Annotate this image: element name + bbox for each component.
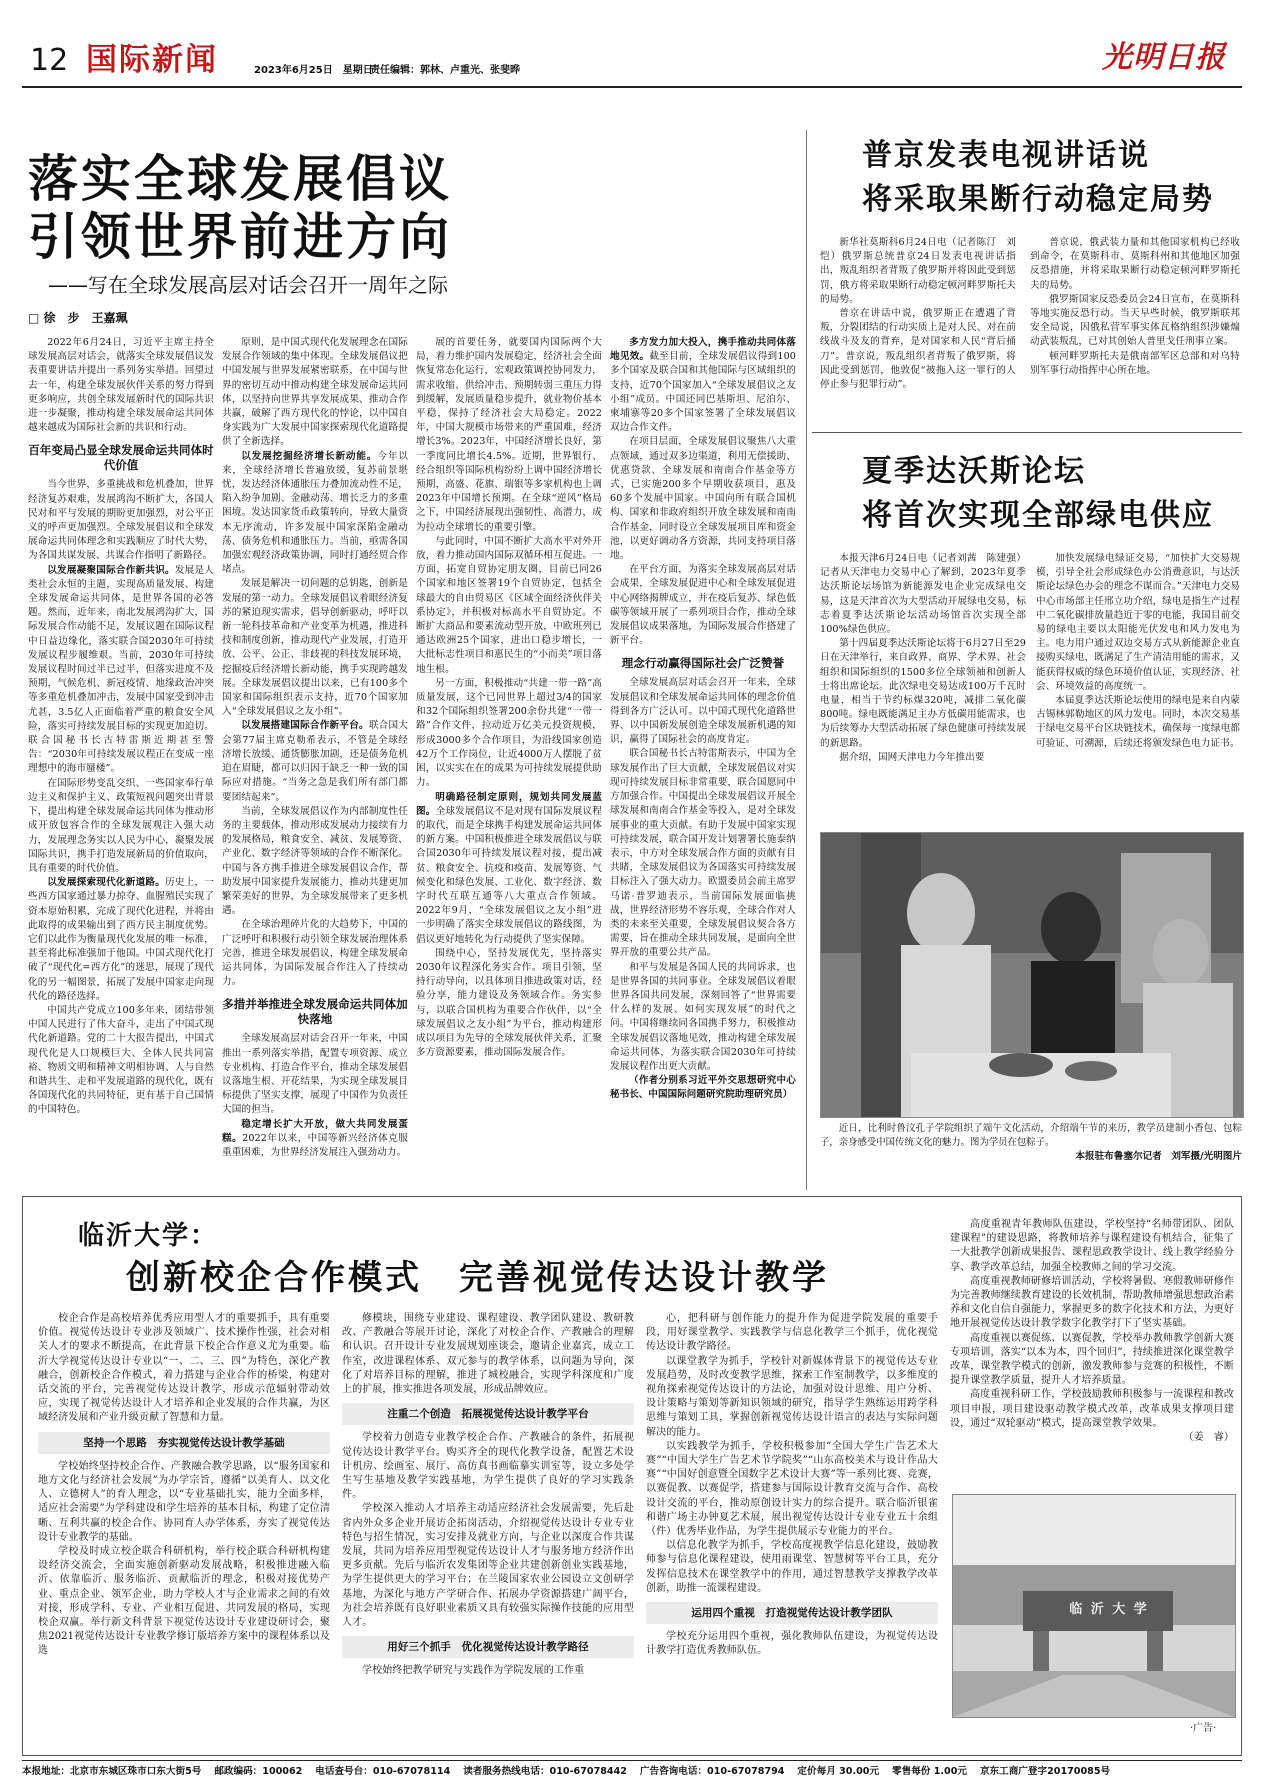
- paragraph: 学校深入推动人才培养主动适应经济社会发展需要，先后赴省内外众多企业开展访企拓岗活动，介绍视觉传达设计专业专业特色与招生情况，实习安排及就业方向，与企业以深度合作共谋发展，共同为培养应用型视觉传达设计人才与服务地方经济作出更多贡献。先后与临沂农发集团等企业共建创新创业实践基地，为学生提供更大的学习平台；在兰陵国家农业公园设立文创研学基地，为深化与地方产学研合作、拓展办学资源搭建广阔平台，为社会培养既有良好职业素质又具有较强实际操作技能的应用型人才。: [342, 1503, 634, 1629]
- paragraph: 普京说，俄武装力量和其他国家机构已经收到命令，在莫斯科市、莫斯科州和其他地区加强反恐措施，并将采取果断行动稳定顿河畔罗斯托夫的局势。: [1030, 237, 1240, 291]
- putin-column-2: [1030, 236, 1240, 416]
- paragraph: 学校始终把教学研究与实践作为学院发展的工作重: [362, 1665, 585, 1677]
- paragraph: 校企合作是高校培养优秀应用型人才的重要抓手，具有重要价值。视觉传达设计专业涉及领域广、技术操作性强，社会对相关人才的要求不断提高，在此背景下校企合作意义尤为重要。临沂大学视觉传达设计专业以“一、二、三、四”为特色，深化产教融合，创新校企合作模式，着力搭建与企业合作的桥梁，构建对话交流的平台，完善视觉传达设计教学，形成示范辐射带动效应，实现了视觉传达设计人才培养和企业发展的合作共赢，为区域经济发展和产业升级贡献了智慧和力量。: [38, 1313, 330, 1424]
- paragraph: 以实践教学为抓手，学校积极参加“全国大学生广告艺术大赛”“中国大学生广告艺术节学院奖”“山东高校美术与设计作品大赛”“中国好创意暨全国数字艺术设计大赛”等一系列比赛、竞赛，以赛促教、以赛促学，搭建参与国际设计教育交流与合作、高校设计交流的平台，推动原创设计实力的综合提升。联合临沂银雀和谐广场主办钟夏艺术展，展出视觉传达设计专业专业五十余组（件）优秀毕业作品，为学生提供展示专业能力的平台。: [646, 1440, 938, 1538]
- lead-phrase: 稳定增长扩大开放，做大共同发展蛋糕。: [222, 1118, 408, 1144]
- ad-tag: ·广告·: [1190, 1723, 1217, 1734]
- page-number: 12: [30, 43, 69, 78]
- putin-headline-line1: 普京发表电视讲话说: [862, 138, 1150, 173]
- paragraph: 顿河畔罗斯托夫是俄南部军区总部和对乌特别军事行动指挥中心所在地。: [1030, 350, 1240, 376]
- footer-rule: [22, 1760, 1242, 1761]
- subheading: 理念行动赢得国际社会广泛赞誉: [621, 656, 785, 671]
- footer-price-month: 定价每月 30.00元: [797, 1766, 880, 1777]
- lead-column-4: [610, 336, 796, 1188]
- paragraph: 全球发展高层对话会召开一年来，全球发展倡议和全球发展命运共同体的理念价值得到各方广泛认可。以中国式现代化道路世界、以中国新发展创造全球发展新机遇的知识，赢得了国际社会的高度肯定。: [610, 677, 796, 746]
- paragraph-text: 历史上，一些西方国家通过暴力掠夺、血腥殖民实现了资本原始积累，完成了现代化进程，并将由此取得的成果输出到了西方民主制度优势。它们以此作为衡量现代化发展的唯一标准，甚至将此标准强加于他国。中国式现代化打破了“现代化=西方化”的迷思，展现了现代化的另一幅图景，拓展了发展中国家走向现代化的路径选择。: [28, 877, 214, 1002]
- ad-subheading: 坚持一个思路 夯实视觉传达设计教学基础: [38, 1432, 330, 1454]
- paragraph: 学校及时成立校企联合科研机构，举行校企联合科研机构建设经济交流会，全面实施创新驱动发展战略，积极推进融入临沂、依靠临沂、服务临沂、贡献临沂的理念，积极对接优势产业、重点企业、领军企业，助力学校人才与企业需求之间的有效对接，形成学科、专业、产业相互促进、共同发展的格局，实现校企双赢。举行新文科背景下视觉传达设计专业建设研讨会，聚焦2021视觉传达设计专业教学修订版培养方案中的课程体系以及选: [38, 1546, 330, 1657]
- footer-address: 本报地址：北京市东城区珠市口东大街5号: [22, 1766, 202, 1777]
- paragraph: 展的首要任务，就要国内国际两个大局，着力维护国内发展稳定，经济社会全面恢复常态化运行，宏观政策调控协同发力，需求收缩、供给冲击、预期转弱三重压力得到缓解，发展质量稳步提升，就业物价基本平稳，保持了经济社会大局稳定。2022年，中国大规模市场带来的严重国难，经济增长3%。2023年，中国经济增长良好，第一季度同比增长4.5%。近期，世界银行、经合组织等国际机构纷纷上调中国经济增长预期，高盛、花旗、瑞银等多家机构也上调2023年中国增长预期。在全球“逆风”格局之下，中国经济展现出强韧性、高潜力，成为拉动全球增长的重要引擎。: [416, 337, 602, 533]
- ad-column-2: [342, 1312, 634, 1742]
- paragraph-text: 联合国大会第77届主席克勒希表示，不管是全球经济增长放缓、通货膨胀加剧，还是债务危机迫在眉睫，都可以归因于缺乏一种一致的国际应对措施。“当务之急是我们所有部门都要团结起来”。: [222, 720, 408, 803]
- paragraph: 修模块，围绕专业建设、课程建设、教学团队建设、教研教改、产教融合等展开讨论，深化了对校企合作、产教融合的理解和认识。召开设计专业发展规划座谈会，邀请企业嘉宾，成立工作室，改进课程体系、双元参与的教学体系，以问题为导向，深化了对培养目标的理解，推进了城校融合，实现学科深度和广度上的扩展，推实推进各项发展，形成品牌效应。: [342, 1313, 634, 1396]
- putin-column-1: [820, 236, 1016, 416]
- paragraph: [610, 336, 796, 435]
- section-title: 国际新闻: [86, 42, 218, 78]
- gate-sign: 临 沂 大 学: [1069, 1602, 1149, 1617]
- footer: [22, 1764, 1242, 1784]
- lead-phrase: 明确路径制定原则，规划共同发展蓝图。: [416, 791, 602, 817]
- paragraph: [222, 719, 408, 804]
- caption-text: 近日，比利时鲁汶孔子学院组织了端午文化活动，介绍端午节的来历，教学员建制小香包、包粽子，亲身感受中国传统文化的魅力。图为学员在包粽子。: [820, 1123, 1242, 1148]
- lead-column-2: [222, 336, 408, 1188]
- paragraph: 普京在讲话中说，俄罗斯正在遭遇了背叛，分裂团结的行动实质上是对人民、对在前线战斗及友的背弃，是对国家和人民“背后捅刀”。普京说，叛乱组织者背叛了俄罗斯，将因此受到惩罚，他敦促“被拖入这一罪行的人停止参与犯罪行动”。: [820, 308, 1016, 391]
- footer-phone: 电话查号台：010-67078114: [315, 1766, 451, 1777]
- paragraph: 高度重视以赛促练、以赛促教，学校举办教师教学创新大赛专项培训，落实“以本为本，四个回归”，持续推进深化课堂教学改革，课堂教学模式的创新，激发教师参与竞赛的积极性，不断提升课堂教学质量，提升人才培养质量。: [950, 1332, 1234, 1387]
- lead-phrase: 以发展搭建国际合作新平台。: [241, 720, 369, 732]
- masthead: [22, 40, 1242, 84]
- paragraph: [416, 791, 602, 947]
- paragraph-text: 发展是人类社会永恒的主题，实现高质量发展、构建全球发展命运共同体，是世界各国的必答题。然而，近年来，南北发展鸿沟扩大，国际发展合作动能不足，发展议题在国际议程中日益边缘化，落实联合国2030年可持续发展议程步履维艰。当前，2030年可持续发展议程时间过半已过半，但落实进度不及预期，气候危机、新冠疫情、地缘政治冲突等多重危机叠加冲击，发展中国家受到冲击尤甚，3.5亿人正面临着严重的粮食安全风险，落实可持续发展目标的实现更加迫切。联合国秘书长古特雷斯近期甚至警告：“2030年可持续发展议程正在变成一座理想中的海市蜃楼”。: [28, 564, 214, 775]
- paragraph: 高度重视科研工作，学校鼓励教师积极参与一流课程和教改项目申报，项目建设驱动教学模式改革，改革成果支撑项目建设，通过“双轮驱动”模式，提高课堂教学效果。: [950, 1389, 1234, 1429]
- paragraph: 以课堂教学为抓手，学校针对新媒体背景下的视觉传达专业发展趋势，及时改变教学思维，探索工作室制教学，以多维度的视角探索视觉传达设计的方法论，加强对设计思维、用户分析、设计策略与策划等新知识领域的研究，指导学生熟练运用跨学科思维与策划工具，掌握创新视觉传达设计语言的表达与实际问题解决的能力。: [646, 1355, 938, 1438]
- paragraph: 联合国秘书长古特雷斯表示，中国为全球发展作出了巨大贡献，全球发展倡议对实现可持续发展目标非常重要，联合国愿同中方加强合作。中国提出全球发展倡议开展全球发展和南南合作基金等投入，是对全球发展事业的重大贡献。有助于发展中国家实现可持续发展，联合国开发计划署署长施泰纳表示，中方对全球发展合作方面的贡献有目共睹，全球发展倡议为各国落实可持续发展目标注入了强大动力。欧盟委员会前主席罗马诺·普罗迪表示，当前国际发展面临挑战，世界经济形势不容乐观，全球合作对人类的未来至关重要，全球发展倡议契合各方需要，旨在推动全球共同发展，是面向全世界开放的重要公共产品。: [610, 748, 796, 959]
- paragraph: 和平与发展是各国人民的共同诉求，也是世界各国的共同事业。全球发展倡议着眼世界各国共同发展，深刻回答了“世界需要什么样的发展、如何实现发展”的时代之问。中国将继续同各国携手努力，积极推动全球发展倡议落地见效，推动构建全球发展命运共同体，为落实联合国2030年可持续发展议程作出更大贡献。: [610, 961, 796, 1072]
- paragraph: 高度重视青年教师队伍建设，学校坚持“名师带团队、团队建课程”的建设思路，将教师培养与课程建设有机结合，征集了一大批教学创新成果报告、课程思政教学设计、线上教学经验分享、教学改革总结，加强全校教师之间的学习交流。: [950, 1219, 1234, 1273]
- footer-ad-phone: 广告咨询电话：010-67078794: [639, 1766, 785, 1777]
- ad-author: （姜 睿）: [1183, 1432, 1234, 1444]
- paragraph-text: 今年以来，全球经济增长普遍放缓，复苏前景堪忧，发达经济体通胀压力叠加流动性不足，陷入纷争加剧、金融动荡、增长乏力的多重困境。发达国家货币政策转向，导致大量资本无序流动，许多发展中国家深陷金融动荡、债务危机和通胀压力。当前，亟需各国加强宏观经济政策协调，同时打通经贸合作堵点。: [222, 450, 408, 576]
- paragraph: 以信息化教学为抓手，学校高度视教学信息化建设，鼓励教师参与信息化课程建设，使用雨课堂、智慧树等平台工具，充分发挥信息技术在课堂教学中的作用，通过智慧教学支撑教学改革创新，助推一流课程建设。: [646, 1540, 938, 1594]
- paper-logo: 光明日报: [1102, 40, 1226, 75]
- footer-price-each: 零售每份 1.00元: [892, 1766, 967, 1777]
- ad-headline: 创新校企合作模式 完善视觉传达设计教学: [126, 1258, 829, 1298]
- photo-credit: 本报驻布鲁塞尔记者 刘军摄/光明图片: [1075, 1151, 1242, 1162]
- paragraph: 在项目层面，全球发展倡议聚焦八大重点领域，通过双多边渠道，利用无偿援助、优惠贷款、全球发展和南南合作基金等方式，已实施200多个早期收获项目，惠及60多个发展中国家。中国向所有联合国机构、国家和非政府组织开放全球发展和南南合作基金，同时设立全球发展项目库和资金池，以更好调动各方资源，共同支持项目落地。: [610, 436, 796, 562]
- paragraph: [28, 564, 214, 777]
- paragraph: [222, 1118, 408, 1161]
- ad-subheading: 注重二个创造 拓展视觉传达设计教学平台: [342, 1403, 634, 1425]
- lead-subtitle: ——写在全球发展高层对话会召开一周年之际: [48, 273, 448, 297]
- davos-column-1: [820, 552, 1026, 824]
- column-divider: [806, 130, 807, 1190]
- paragraph: [222, 450, 408, 578]
- photo-caption: [820, 1122, 1242, 1164]
- section-divider: [812, 432, 1242, 433]
- paragraph-text: 全球发展倡议不是对现有国际发展议程的取代，而是全球携手构建发展命运共同体的新方案。中国积极推进全球发展倡议与联合国2030年可持续发展议程对接，提出减贫、粮食安全、抗疫和疫苗、发展筹资、气候变化和绿色发展、工业化、数字经济、数字时代互联互通等八大重点合作领域。2022年9月，“全球发展倡议之友小组”进一步明确了落实全球发展倡议的路线图，为倡议更好地转化为行动提供了坚实保障。: [416, 805, 602, 945]
- university-gate-photo: [952, 1494, 1236, 1718]
- ad-column-3: [646, 1312, 938, 1742]
- paragraph: 当今世界，多重挑战和危机叠加，世界经济复苏艰难，发展鸿沟不断扩大，各国人民对和平与发展的期盼更加强烈，对公平正义的呼声更加强烈。全球发展倡议和全球发展命运共同体理念和实践顺应了时代大势，为各国共谋发展、共谋合作指明了新路径。: [28, 479, 214, 562]
- paragraph: 在全球治理碎片化的大趋势下，中国的广泛呼吁和积极行动引领全球发展治理体系完善，推进全球发展倡议，构建全球发展命运共同体，为国际发展合作注入了持续动力。: [222, 919, 408, 988]
- lead-phrase: 多方发力加大投入，携手推动共同体落地见效。: [610, 337, 796, 363]
- editors: 责任编辑：郭林、卢重光、张斐晔: [370, 65, 520, 76]
- paragraph: 新华社莫斯科6月24日电（记者陈汀 刘恺）俄罗斯总统普京24日发表电视讲话指出，叛乱组织者背叛了俄罗斯并将因此受到惩罚，俄方将采取果断行动稳定顿河畔罗斯托夫的局势。: [820, 237, 1016, 305]
- paragraph: [28, 876, 214, 1004]
- paragraph: 本报天津6月24日电（记者刘茜 陈建强）记者从天津电力交易中心了解到，2023年夏季达沃斯论坛场馆为新能源发电企业完成绿电交易，这是天津首次为大型活动开展绿电交易，标志着夏季达沃斯论坛活动场馆首次实现全部100%绿色供应。: [820, 553, 1026, 636]
- subheading: 百年变局凸显全球发展命运共同体时代价值: [28, 443, 214, 473]
- author-note: （作者分别系习近平外交思想研究中心秘书长、中国国际问题研究院助理研究员）: [610, 1075, 796, 1101]
- paragraph: 当前，全球发展倡议作为内部制度性任务的主要载体，推动形成发展动力接续有力的发展格局，粮食安全、减贫、发展筹资、产业化、数字经济等领域的合作不断深化。中国与各方携手推进全球发展倡议合作，帮助发展中国家提升发展能力，推动共建更加繁荣美好的世界，为全球发展带来了更多机遇。: [222, 805, 408, 917]
- paragraph: 俄罗斯国家反恐委员会24日宣布，在莫斯科等地实施反恐行动。当天早些时候，俄罗斯联邦安全局说，因俄私营军事实体瓦格纳组织涉嫌煽动武装叛乱，已对其创始人普里戈任刑事立案。: [1030, 293, 1240, 348]
- lead-column-1: [28, 336, 214, 1188]
- paragraph-text: 2022年以来，中国等新兴经济体克服重重困难，为世界经济发展注入强劲动力。: [222, 1132, 408, 1158]
- masthead-rule: [22, 86, 1242, 88]
- footer-postal: 邮政编码：100062: [214, 1766, 303, 1777]
- paragraph: 2022年6月24日，习近平主席主持全球发展高层对话会，就落实全球发展倡议发表重要讲话并提出一系列务实举措。回望过去一年，构建全球发展伙伴关系的努力得到更多响应，共创全球发展新时代的国际共识进一步凝聚，推动构建全球发展命运共同体越来越成为国际社会新的共识和行动。: [28, 337, 214, 434]
- paragraph: 学校始终坚持校企合作、产教融合教学思路，以“服务国家和地方文化与经济社会发展”为办学宗旨，遵循“以美育人、以文化人、立德树人”的育人理念，以“专业基础扎实，能力全面多样，适应社会需要”为学科建设和学生培养的基本目标，构建了定位清晰、互利共赢的校企合作、协同育人办学体系，夯实了视觉传达设计专业教学的基础。: [38, 1460, 330, 1543]
- paragraph: 另一方面，积极推动“共建一带一路”高质量发展，这个已同世界上超过3/4的国家和32个国际组织签署200余份共建“一带一路”合作文件，拉动近万亿美元投资规模，形成3000多个合作项目，为沿线国家创造42万个工作岗位，让近4000万人摆脱了贫困，以实实在在的成果为可持续发展提供助力。: [416, 677, 602, 789]
- davos-headline-line1: 夏季达沃斯论坛: [862, 454, 1086, 489]
- lead-column-3: [416, 336, 602, 1188]
- dragon-boat-photo: [820, 832, 1244, 1118]
- paragraph: 与此同时，中国不断扩大高水平对外开放，着力推动国内国际双循环相互促进。一方面，拓宽自贸协定朋友圈，目前已同26个国家和地区签署19个自贸协定，包括全球最大的自由贸易区《区域全面经济伙伴关系协定》，并积极对标高水平自贸协定。不断扩大商品和要素流动型开放，中欧班列已通达欧洲25个国家，进出口稳步增长，一大批标志性项目和惠民生的“小而美”项目落地生根。: [416, 535, 602, 675]
- lead-byline: □ 徐 步 王嘉珮: [28, 311, 128, 325]
- paragraph: 发展是解决一切问题的总钥匙，创新是发展的第一动力。全球发展倡议着眼经济复苏的紧迫现实需求，倡导创新驱动，呼吁以新一轮科技革命和产业变革为机遇，推进科技和制度创新，推动现代产业发展，打造开放、公平、公正、非歧视的科技发展环境，挖掘疫后经济增长新动能，携手实现跨越发展。全球发展倡议提出以来，已有100多个国家和国际组织表示支持，近70个国家加入“全球发展倡议之友小组”。: [222, 578, 408, 718]
- ad-school-name: 临沂大学：: [78, 1221, 219, 1251]
- paragraph: 中国共产党成立100多年来，团结带领中国人民进行了伟大奋斗，走出了中国式现代化新道路。党的二十大报告提出，中国式现代化是人口规模巨大、全体人民共同富裕、物质文明和精神文明相协调、人与自然和谐共生、走和平发展道路的现代化，既有各国现代化的共同特征，更有基于自己国情的中国特色。: [28, 1004, 214, 1116]
- paragraph: 原则，是中国式现代化发展理念在国际发展合作领域的集中体现。全球发展倡议把中国发展与世界发展紧密联系，在中国与世界的密切互动中推动构建全球发展命运共同体，以坚持向世界共享发展成果、推动合作共赢，破解了西方现代化的悖论，以中国自身实践为广大发展中国家探索现代化道路提供了全新选择。: [222, 337, 408, 448]
- footer-license: 京东工商广登字20170085号: [979, 1766, 1111, 1777]
- paragraph: 加快发展绿电绿证交易，“加快扩大交易规模，引导全社会形成绿色办公消费意识，与达沃斯论坛绿色办会的理念不谋而合。”天津电力交易中心市场部主任邢立功介绍，绿电是指生产过程中二氧化碳排放量趋近于零的电能，我国目前交易的绿电主要以太阳能光伏发电和风力发电为主。电力用户通过双边交易方式从新能源企业直接购买绿电，既满足了生产清洁用能的需求，又能获得权威的绿色环境价值认证，实现经济、社会、环境效益的高度统一。: [1036, 553, 1240, 692]
- footer-hotline: 读者服务热线电话：010-67078442: [463, 1766, 627, 1777]
- photo-illustration: [821, 833, 1243, 1117]
- ad-subheading: 用好三个抓手 优化视觉传达设计教学路径: [342, 1636, 634, 1658]
- date-info: 2023年6月25日 星期日: [254, 65, 373, 76]
- putin-headline-line2: 将采取果断行动稳定局势: [862, 182, 1214, 217]
- paragraph: 第十四届夏季达沃斯论坛将于6月27日至29日在天津举行，来自政界、商界、学术界、社会组织和国际组织的1500多位全球领袖和创新人士将出席论坛。此次绿电交易达成100万千瓦时电量，相当于节约标煤320吨，减排二氧化碳800吨。绿电既能满足主办方低碳用能需求，也为后续筹办大型活动拓展了绿色健康可持续发展的新思路。: [820, 638, 1026, 749]
- paragraph: 学校着力创造专业教学校企合作、产教融合的条件，拓展视觉传达设计教学平台。购买齐全的现代化教学设备，配置艺术设计机房、绘画室、展厅、高仿真书画临摹实训室等，设立多处学生写生基地及教学实践基地，为学生提供了良好的学习实践条件。: [342, 1432, 634, 1501]
- lead-phrase: 以发展探索现代化新道路。: [47, 877, 166, 889]
- paragraph: 据介绍，国网天津电力今年推出要: [839, 751, 985, 763]
- paragraph: 高度重视教师研修培训活动，学校将暑假、寒假教师研修作为完善教师继续教育建设的长效机制，帮助教师增强思想政治素养和文化自信自强能力，掌握更多的数字化技术和方法，为更好地开展视觉传达设计教学数字化教学打下了坚实基础。: [950, 1275, 1234, 1330]
- davos-column-2: [1036, 552, 1240, 824]
- paragraph-text: 截至目前，全球发展倡议得到100多个国家及联合国和其他国际与区域组织的支持，近70个国家加入“全球发展倡议之友小组”成员。中国还同巴基斯坦、尼泊尔、柬埔寨等20多个国家签署了全球发展倡议双边合作文件。: [610, 351, 796, 434]
- lead-phrase: 以发展凝聚国际合作新共识。: [47, 564, 175, 576]
- paragraph: 在平台方面，为落实全球发展高层对话会成果，全球发展促进中心和全球发展促进中心网络揭牌成立，并在疫后复苏、绿色低碳等领域开展了一系列项目合作，推动全球发展倡议成果落地，为国际发展合作搭建了新平台。: [610, 564, 796, 647]
- ad-column-1: [38, 1312, 330, 1742]
- paragraph: 在国际形势变乱交织、一些国家奉行单边主义和保护主义、政策短视问题突出背景下，提出构建全球发展命运共同体为推动形成开放包容合作的全球发展观注入强大动力，发展理念务实以人民为中心，凝聚发展国际共识，携手打造发展新局的价值取向，具有重要的时代价值。: [28, 777, 214, 874]
- ad-column-4: [950, 1218, 1234, 1472]
- subheading: 多措并举推进全球发展命运共同体加快落地: [222, 997, 408, 1027]
- davos-headline-line2: 将首次实现全部绿电供应: [862, 498, 1214, 533]
- lead-headline-line2: 引领世界前进方向: [28, 207, 452, 266]
- paragraph: 心，把科研与创作能力的提升作为促进学院发展的重要手段，用好课堂教学、实践教学与信息化教学三个抓手，优化视觉传达设计教学路径。: [646, 1313, 938, 1353]
- paragraph: 围绕中心，坚持发展优先，坚持落实2030年议程深化务实合作。项目引领，坚持行动导向，以具体项目推进政策对话，经验分享，能力建设及务领域合作。务实参与，以联合国机构为重要合作伙伴，以“全球发展倡议之友小组”为平台，推动构建形成以项目为先导的全球发展伙伴关系，汇聚多方资源要素，推动国际发展合作。: [416, 947, 602, 1059]
- paragraph: 全球发展高层对话会召开一年来，中国推出一系列落实举措，配置专项资源、成立专业机构、打造合作平台，推动全球发展倡议落地生根、开花结果，为实现全球发展目标提供了坚实支撑，展现了中国作为负责任大国的担当。: [222, 1033, 408, 1116]
- paragraph: 本届夏季达沃斯论坛使用的绿电是来自内蒙古锡林郭勒地区的风力发电。同时，本次交易基于绿电交易平台区块链技术，确保每一度绿电都可验证、可溯源，后续还将颁发绿色电力证书。: [1036, 695, 1240, 749]
- paragraph: 学校充分运用四个重视，强化教师队伍建设，为视觉传达设计教学打造优秀教师队伍。: [646, 1631, 938, 1657]
- lead-headline-line1: 落实全球发展倡议: [28, 149, 452, 208]
- ad-subheading: 运用四个重视 打造视觉传达设计教学团队: [646, 1602, 938, 1624]
- lead-phrase: 以发展挖掘经济增长新动能。: [241, 450, 378, 462]
